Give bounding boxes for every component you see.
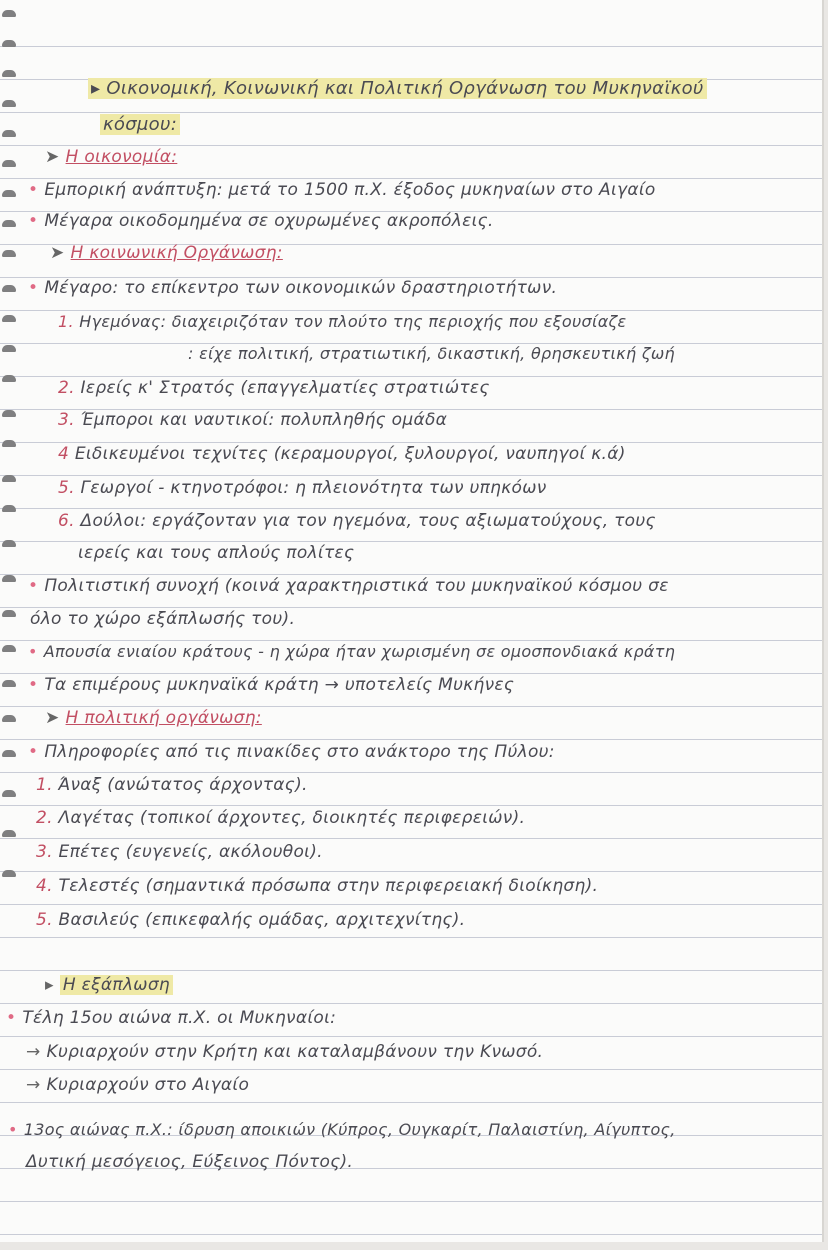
item-text: 13ος αιώνας π.Χ.: ίδρυση αποικιών (Κύπρος, Ουγκαρίτ, Παλαιστίνη, Αίγυπτος, <box>23 1120 676 1139</box>
heading-text: Η πολιτική οργάνωση: <box>65 708 262 728</box>
arrow-item: → Κυριαρχούν στην Κρήτη και καταλαμβάνουν την Κνωσό. <box>26 1042 544 1062</box>
num: 6. <box>58 511 75 531</box>
class-item <box>188 344 675 363</box>
text: Γεωργοί - κτηνοτρόφοι: η πλειονότητα των υπηκόων <box>80 478 547 498</box>
list-item: • Εμπορική ανάπτυξη: μετά το 1500 π.Χ. έξοδος μυκηναίων στο Αιγαίο <box>28 180 656 200</box>
item-text: Δυτική μεσόγειος, Εύξεινος Πόντος). <box>26 1152 354 1172</box>
item-text: Κυριαρχούν στην Κρήτη και καταλαμβάνουν την Κνωσό. <box>46 1042 544 1062</box>
item-text: Τέλη 15ου αιώνα π.Χ. οι Μυκηναίοι: <box>22 1008 337 1028</box>
page-title-cont <box>100 114 180 135</box>
num: 5. <box>58 478 75 498</box>
num: 5. <box>36 910 53 930</box>
text: Έμποροι και ναυτικοί: πολυπληθής ομάδα <box>80 410 448 430</box>
num: 1. <box>36 775 53 795</box>
num: 1. <box>58 312 74 331</box>
heading-text: Η εξάπλωση <box>60 975 173 995</box>
item-text: Κυριαρχούν στο Αιγαίο <box>46 1075 250 1095</box>
class-item <box>78 543 354 563</box>
list-item: • Πολιτιστική συνοχή (κοινά χαρακτηριστικά του μυκηναϊκού κόσμου σε <box>28 576 669 596</box>
num: 3. <box>36 842 53 862</box>
politics-heading: ➤ Η πολιτική οργάνωση: <box>45 708 262 728</box>
text: Ειδικευμένοι τεχνίτες (κεραμουργοί, ξυλουργοί, ναυπηγοί κ.ά) <box>74 444 626 464</box>
class-item <box>58 511 656 531</box>
text: Άναξ (ανώτατος άρχοντας). <box>58 775 308 795</box>
text: Τελεστές (σημαντικά πρόσωπα στην περιφερειακή διοίκηση). <box>58 876 599 896</box>
expansion-heading: ▸ Η εξάπλωση <box>45 975 173 995</box>
list-item: • Μέγαρο: το επίκεντρο των οικονομικών δραστηριοτήτων. <box>28 278 558 298</box>
item-text: Απουσία ενιαίου κράτους - η χώρα ήταν χωρισμένη σε ομοσπονδιακά κράτη <box>43 642 676 661</box>
list-item: • 13ος αιώνας π.Χ.: ίδρυση αποικιών (Κύπρος, Ουγκαρίτ, Παλαιστίνη, Αίγυπτος, <box>8 1120 676 1139</box>
heading-text: Η οικονομία: <box>65 147 178 167</box>
list-item: • Πληροφορίες από τις πινακίδες στο ανάκτορο της Πύλου: <box>28 742 555 762</box>
text: Ηγεμόνας: διαχειριζόταν τον πλούτο της περιοχής που εξουσίαζε <box>79 312 627 331</box>
list-item <box>26 1152 353 1172</box>
list-item: • Τέλη 15ου αιώνα π.Χ. οι Μυκηναίοι: <box>6 1008 337 1028</box>
economy-heading: ➤ Η οικονομία: <box>45 147 178 167</box>
text: ιερείς και τους απλούς πολίτες <box>78 543 355 563</box>
rank-item <box>36 808 525 828</box>
class-item <box>58 312 627 331</box>
text: Βασιλεύς (επικεφαλής ομάδας, αρχιτεχνίτης). <box>58 910 466 930</box>
spiral-binding <box>0 0 20 1000</box>
num: 4 <box>58 444 70 464</box>
text: Δούλοι: εργάζονταν για τον ηγεμόνα, τους αξιωματούχους, τους <box>80 511 656 531</box>
class-item <box>58 410 447 430</box>
rank-item <box>36 775 308 795</box>
list-item: • Μέγαρα οικοδομημένα σε οχυρωμένες ακροπόλεις. <box>28 211 494 231</box>
item-text: Τα επιμέρους μυκηναϊκά κράτη → υποτελείς Μυκήνες <box>44 675 515 695</box>
title-line-1: ▸ Οικονομική, Κοινωνική και Πολιτική Οργάνωση του Μυκηναϊκού <box>88 78 707 99</box>
title-line-2: κόσμου: <box>100 114 180 135</box>
society-heading: ➤ Η κοινωνική Οργάνωση: <box>50 243 283 263</box>
item-text: όλο το χώρο εξάπλωσής του). <box>30 609 296 629</box>
arrow-item: → Κυριαρχούν στο Αιγαίο <box>26 1075 250 1095</box>
class-item <box>58 478 547 498</box>
num: 2. <box>36 808 53 828</box>
num: 2. <box>58 378 75 398</box>
list-item <box>30 609 295 629</box>
item-text: Μέγαρα οικοδομημένα σε οχυρωμένες ακροπόλεις. <box>44 211 494 231</box>
text: Λαγέτας (τοπικοί άρχοντες, διοικητές περιφερειών). <box>58 808 526 828</box>
class-item <box>58 444 626 464</box>
page-title <box>88 78 707 99</box>
item-text: Πολιτιστική συνοχή (κοινά χαρακτηριστικά του μυκηναϊκού κόσμου σε <box>44 576 669 596</box>
text: Ιερείς κ' Στρατός (επαγγελματίες στρατιώτες <box>80 378 490 398</box>
rank-item <box>36 842 323 862</box>
rank-item <box>36 910 465 930</box>
list-item: • Τα επιμέρους μυκηναϊκά κράτη → υποτελείς Μυκήνες <box>28 675 515 695</box>
text: : είχε πολιτική, στρατιωτική, δικαστική, θρησκευτική ζωή <box>188 344 675 363</box>
num: 4. <box>36 876 53 896</box>
text: Επέτες (ευγενείς, ακόλουθοι). <box>58 842 323 862</box>
list-item: • Απουσία ενιαίου κράτους - η χώρα ήταν χωρισμένη σε ομοσπονδιακά κράτη <box>28 642 676 661</box>
item-text: Πληροφορίες από τις πινακίδες στο ανάκτορο της Πύλου: <box>44 742 555 762</box>
rank-item <box>36 876 598 896</box>
num: 3. <box>58 410 75 430</box>
heading-text: Η κοινωνική Οργάνωση: <box>70 243 283 263</box>
item-text: Μέγαρο: το επίκεντρο των οικονομικών δραστηριοτήτων. <box>44 278 558 298</box>
item-text: Εμπορική ανάπτυξη: μετά το 1500 π.Χ. έξοδος μυκηναίων στο Αιγαίο <box>44 180 656 200</box>
class-item <box>58 378 490 398</box>
